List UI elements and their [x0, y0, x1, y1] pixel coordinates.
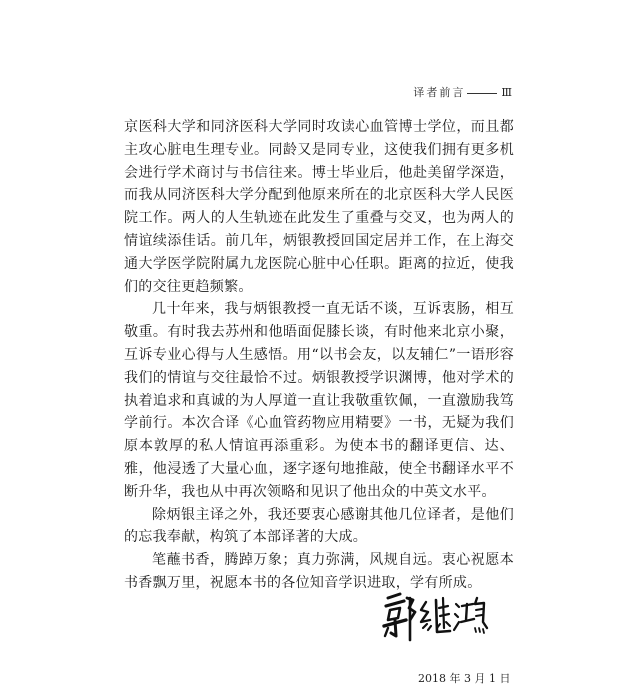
- paragraph-thanks: 除炳银主译之外，我还要衷心感谢其他几位译者，是他们的忘我奉献，构筑了本部译著的大成。: [124, 506, 514, 546]
- body-text: [124, 116, 514, 595]
- header-dash: [467, 93, 497, 94]
- paragraph-continuation: 京医科大学和同济医科大学同时攻读心血管博士学位，而且都主攻心脏电生理专业。同龄又是同专业，这使我们拥有更多机会进行学术商讨与书信往来。博士毕业后，他赴美留学深造，而我从同济医科大学分配到他原来所在的北京医科大学人民医院工作。两人的人生轨迹在此发生了重叠与交叉，也为两人的情谊续添佳话。前几年，炳银教授回国定居并工作，在上海交通大学医学院附属九龙医院心脏中心任职。距离的拉近，使我们的交往更趋频繁。: [124, 119, 514, 295]
- header-title: 译者前言: [413, 86, 466, 99]
- paragraph-wishes: 笔蘸书香，腾踔万象；真力弥满，风规自远。衷心祝愿本书香飘万里，祝愿本书的各位知音学识进取，学有所成。: [124, 552, 514, 591]
- page-number: Ⅲ: [501, 86, 512, 99]
- paragraph-friendship: 几十年来，我与炳银教授一直无话不谈，互诉衷肠，相互敬重。有时我去苏州和他晤面促膝长谈，有时他来北京小聚，互诉专业心得与人生感悟。用“以书会友，以友辅仁”一语形容我们的情谊与交往最恰不过。炳银教授学识渊博，他对学术的执着追求和真诚的为人厚道一直让我敬重钦佩，一直激励我笃学前行。本次合译《心血管药物应用精要》一书，无疑为我们原本敦厚的私人情谊再添重彩。为使本书的翻译更信、达、雅，他浸透了大量心血，逐字逐句地推敲，使全书翻译水平不断升华，我也从中再次领略和见识了他出众的中英文水平。: [124, 301, 514, 500]
- handwritten-signature: [380, 584, 490, 654]
- running-header: [413, 84, 512, 100]
- date-line: 2018 年 3 月 1 日: [418, 672, 511, 685]
